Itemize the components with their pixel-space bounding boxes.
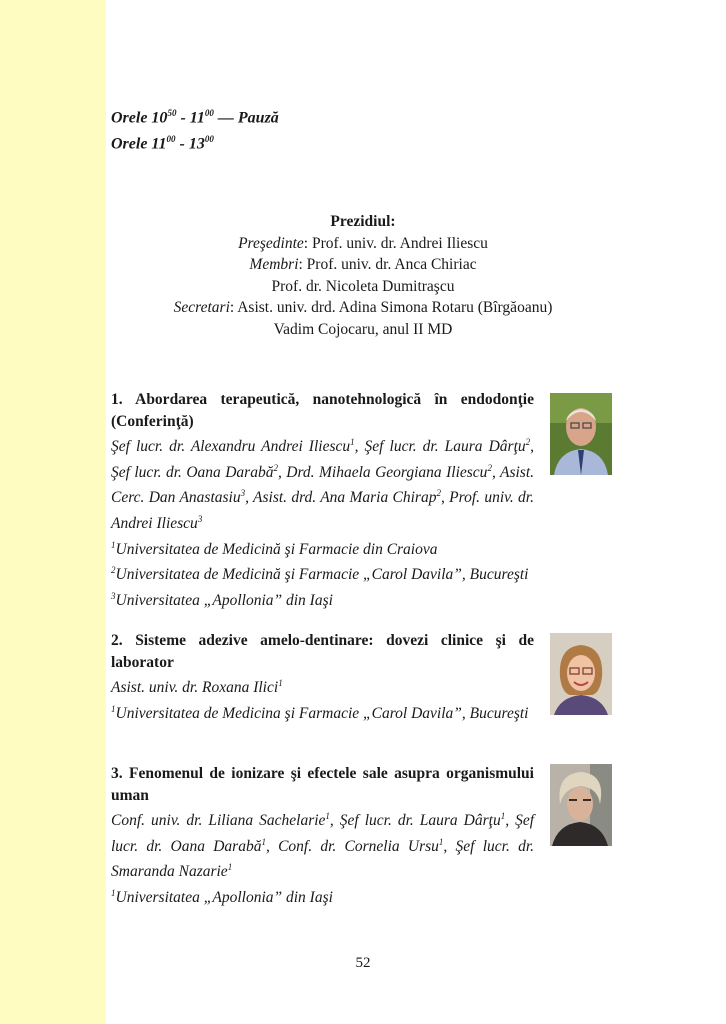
page-number: 52: [355, 955, 371, 971]
talk-title: 3. Fenomenul de ionizare şi efectele sale asupra organismului uman: [111, 765, 534, 804]
speaker-photo: [550, 633, 612, 715]
talk-affiliation: $^1$Universitatea de Medicină şi Farmacie din Craiova: [111, 539, 438, 558]
talk-entry: [111, 763, 534, 909]
talk-affiliation: $^2$Universitatea de Medicină şi Farmacie „Carol Davila”, Bucureşti: [111, 565, 529, 584]
speaker-photo: [550, 764, 612, 846]
talk-authors: Asist. univ. dr. Roxana Ilici$^1$: [111, 678, 283, 697]
talk-authors: Conf. univ. dr. Liliana Sachelarie$^1$, Şef lucr. dr. Laura Dârţu$^1$, Şef lucr. dr. Oana Darabă$^1$, Conf. dr. Cornelia Ursu$^1$, Şef lucr. dr. Smaranda Nazarie$^1$: [111, 811, 535, 881]
talk-entry: [111, 630, 534, 724]
member-line: Prof. dr. Nicoleta Dumitraşcu: [271, 277, 455, 295]
secretaries-line: Secretari: Asist. univ. drd. Adina Simona Rotaru (Bîrgăoanu): [173, 299, 553, 316]
president-line: Preşedinte: Prof. univ. dr. Andrei Iliescu: [238, 234, 488, 252]
talk-title: 2. Sisteme adezive amelo-dentinare: dovezi clinice şi de laborator: [111, 632, 534, 671]
talk-affiliation: $^3$Universitatea „Apollonia” din Iaşi: [111, 590, 333, 610]
presidium-block: [111, 211, 615, 340]
presidium-heading: Prezidiul:: [330, 213, 396, 230]
secretary-line: Vadim Cojocaru, anul II MD: [273, 320, 453, 338]
members-line: Membri: Prof. univ. dr. Anca Chiriac: [249, 256, 477, 273]
session-time-line: Orele $11^{00} - 13^{00}$: [111, 134, 214, 153]
page-side-band: [0, 0, 106, 1024]
talk-affiliation: $^1$Universitatea „Apollonia” din Iaşi: [111, 887, 333, 907]
talk-affiliation: $^1$Universitatea de Medicina şi Farmacie „Carol Davila”, Bucureşti: [111, 703, 529, 722]
speaker-photo: [550, 393, 612, 475]
talk-authors: Şef lucr. dr. Alexandru Andrei Iliescu$^1$, Şef lucr. dr. Laura Dârţu$^2$, Şef lucr. dr. Oana Darabă$^2$, Drd. Mihaela Georgiana Iliescu$^2$, Asist. Cerc. Dan Anastasiu$^3$, Asist. drd. Ana Maria Chirap$^2$, Prof. univ. dr. Andrei Iliescu$^3$: [111, 437, 534, 533]
talk-title: 1. Abordarea terapeutică, nanotehnologică în endodonţie (Conferinţă): [111, 391, 534, 430]
talk-entry: [111, 389, 534, 612]
session-pause-line: Orele $10^{50} - 11^{00}$ — Pauză: [111, 108, 279, 127]
